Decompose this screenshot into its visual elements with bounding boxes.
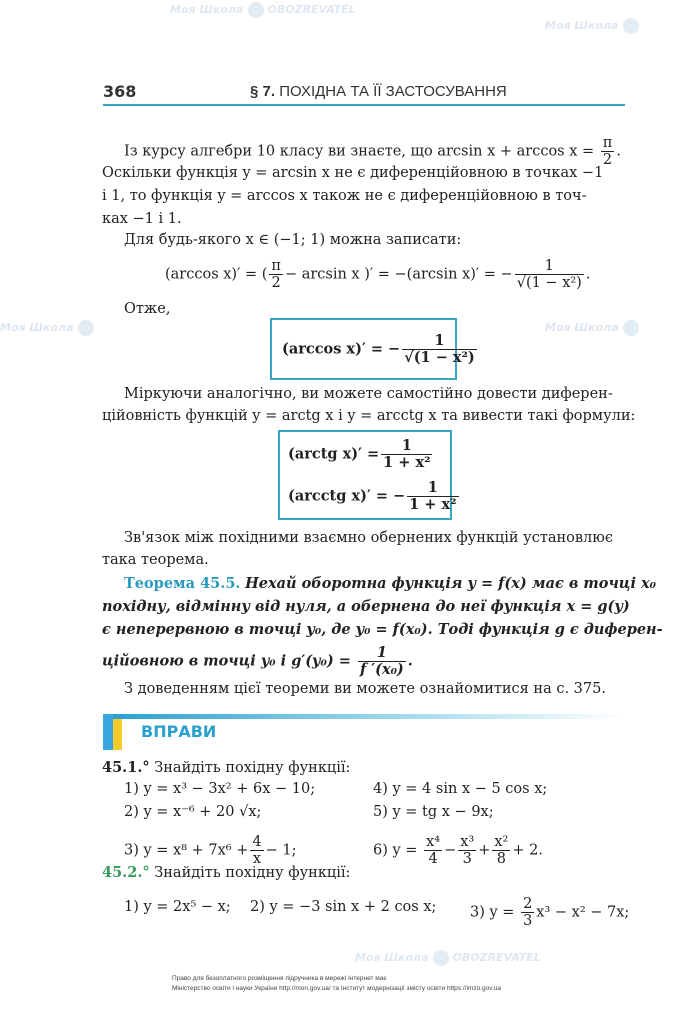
page-number: 368 xyxy=(103,82,137,101)
exercise-task: Знайдіть похідну функції: xyxy=(154,760,351,776)
exercise-item: 1) y = x³ − 3x² + 6x − 10; xyxy=(124,781,316,797)
denominator: 1 + x² xyxy=(383,454,431,471)
denominator: 2 xyxy=(602,152,613,168)
denominator: 3 xyxy=(523,913,533,929)
paragraph-line: Для будь-якого x ∈ (−1; 1) можна записати: xyxy=(124,232,462,248)
paragraph-line: така теорема. xyxy=(102,552,209,568)
paragraph-line: Зв'язок між похідними взаємно обернених функцій установлює xyxy=(124,530,613,546)
watermark-logo-icon xyxy=(623,18,639,34)
fraction xyxy=(358,645,406,678)
flag-blue xyxy=(103,714,113,750)
paragraph-line: і 1, то функція y = arccos x також не є диференційовною в точ- xyxy=(102,188,587,204)
text: (arccos x)′ = ( xyxy=(165,266,268,283)
denominator: √(1 − x²) xyxy=(404,349,475,366)
numerator: π xyxy=(271,258,281,274)
paragraph-line: Із курсу алгебри 10 класу ви знаєте, що arcsin x + arccos x = $\frac{\pi}{2}$ . xyxy=(124,135,621,168)
fraction xyxy=(402,333,477,366)
numerator: 4 xyxy=(252,834,262,850)
watermark xyxy=(545,320,643,336)
exercise-number: 45.1.° xyxy=(102,759,150,776)
watermark-text: Моя Школа xyxy=(355,951,429,964)
fraction xyxy=(407,480,458,513)
numerator: x⁴ xyxy=(426,834,441,850)
operator: + xyxy=(478,842,491,859)
paragraph-line: З доведенням цієї теореми ви можете ознайомитися на с. 375. xyxy=(124,681,606,697)
exercise-item: 2) y = −3 sin x + 2 cos x; xyxy=(250,899,437,915)
exercise-item: 2) y = x⁻⁶ + 20 √x; xyxy=(124,804,262,820)
numerator: π xyxy=(602,135,613,151)
paragraph-line: Отже, xyxy=(124,301,171,317)
exercise-item: 1) y = 2x⁵ − x; xyxy=(124,899,231,915)
watermark-logo-icon xyxy=(248,2,264,18)
theorem-line: ційовною в точці y₀ і g′(y₀) = $\frac{1}{\text{f ′(x₀)}}$ . xyxy=(102,644,413,678)
watermark-logo-icon xyxy=(623,320,639,336)
text: ційовною в точці y₀ і g′(y₀) = xyxy=(102,652,351,670)
text: − arcsin x )′ = −(arcsin x)′ = − xyxy=(284,266,513,283)
fraction xyxy=(515,258,584,291)
fraction xyxy=(381,438,432,471)
text: 3) y = xyxy=(470,904,515,921)
watermark xyxy=(355,950,541,966)
fraction xyxy=(269,258,283,291)
paragraph-line: Оскільки функція y = arcsin x не є диференційовною в точках −1 xyxy=(102,165,604,181)
exercise-number: 45.2.° xyxy=(102,864,150,881)
running-header xyxy=(250,83,507,100)
section-number: § 7. xyxy=(250,83,276,100)
paragraph-line: Міркуючи аналогічно, ви можете самостійно довести диферен- xyxy=(124,386,613,402)
denominator: 2 xyxy=(271,275,281,291)
exercise-header xyxy=(102,862,626,884)
theorem-line xyxy=(124,573,657,595)
watermark-logo-icon xyxy=(78,320,94,336)
watermark-text: OBOZREVATEL xyxy=(452,951,541,964)
watermark xyxy=(545,18,643,34)
theorem-label: Теорема 45.5. xyxy=(124,575,241,592)
text: + 2. xyxy=(512,842,543,859)
text: 3) y = x⁸ + 7x⁶ + xyxy=(124,842,249,859)
footer-line: Міністерство освіти і науки України http://mon.gov.ua/ та Інститут модернізації змісту освіти https://imzo.gov.ua xyxy=(172,985,502,992)
text: Із курсу алгебри 10 класу ви знаєте, що arcsin x + arccos x = xyxy=(124,143,595,160)
denominator: 3 xyxy=(462,851,472,867)
text: (arccos x)′ = − xyxy=(282,340,401,358)
banner-bar xyxy=(109,714,625,719)
numerator: 1 xyxy=(515,258,584,275)
exercise-item xyxy=(470,896,629,929)
flag-yellow xyxy=(113,719,122,750)
fraction xyxy=(521,896,534,929)
paragraph-line: ційовність функцій y = arctg x і y = arcctg x та вивести такі формули: xyxy=(102,408,636,424)
text: (arctg x)′ = xyxy=(288,445,380,463)
denominator: f ′(x₀) xyxy=(359,661,404,678)
watermark-text: Моя Школа xyxy=(170,3,244,16)
numerator: 1 xyxy=(358,645,406,662)
paragraph-line: ках −1 і 1. xyxy=(102,211,182,227)
exercise-item: 4) y = 4 sin x − 5 cos x; xyxy=(373,781,548,797)
theorem-line: є неперервною в точці y₀, де y₀ = f(x₀). Тоді функція g є диферен- xyxy=(102,621,663,638)
numerator: 1 xyxy=(381,438,432,455)
exercises-title: ВПРАВИ xyxy=(141,722,217,741)
numerator: x² xyxy=(494,834,509,850)
text: x³ − x² − 7x; xyxy=(536,904,630,921)
header-divider xyxy=(103,104,625,106)
watermark-text: OBOZREVATEL xyxy=(267,3,356,16)
exercises-banner xyxy=(103,714,625,750)
theorem-line: похідну, відмінну від нуля, а обернена до неї функція x = g(y) xyxy=(102,598,630,615)
watermark xyxy=(0,320,98,336)
numerator: 2 xyxy=(523,896,533,912)
denominator: x xyxy=(252,851,262,867)
text: (arcctg x)′ = − xyxy=(288,487,406,505)
operator: − xyxy=(444,842,457,859)
exercise-task: Знайдіть похідну функції: xyxy=(154,865,351,881)
watermark-logo-icon xyxy=(433,950,449,966)
formula-box-arccos xyxy=(270,318,475,380)
numerator: 1 xyxy=(407,480,458,497)
watermark-text: Моя Школа xyxy=(545,19,619,32)
watermark xyxy=(170,2,356,18)
text: 6) y = xyxy=(373,842,418,859)
watermark-text: Моя Школа xyxy=(545,321,619,334)
footer-line: Право для безоплатного розміщення підручника в мережі Інтернет має xyxy=(172,975,387,982)
text: Нехай оборотна функція y = f(x) має в точці x₀ xyxy=(245,575,657,592)
watermark-text: Моя Школа xyxy=(0,321,74,334)
denominator: 4 xyxy=(428,851,438,867)
exercise-item: 5) y = tg x − 9x; xyxy=(373,804,494,820)
formula-box-arctg xyxy=(278,430,457,520)
numerator: 1 xyxy=(402,333,477,350)
formula-arccos-derivation: (arccos x)′ = ( $\frac{\pi}{2}$ − arcsin x )′ = −(arcsin x)′ = − $\frac{1}{\text{√(1 − x²)}}$ . xyxy=(165,258,591,291)
denominator: √(1 − x²) xyxy=(516,275,582,291)
exercise-header xyxy=(102,757,626,779)
denominator: 1 + x² xyxy=(409,496,457,513)
denominator: 8 xyxy=(496,851,506,867)
numerator: x³ xyxy=(460,834,475,850)
text: − 1; xyxy=(265,842,297,859)
section-title: ПОХІДНА ТА ЇЇ ЗАСТОСУВАННЯ xyxy=(279,83,507,100)
